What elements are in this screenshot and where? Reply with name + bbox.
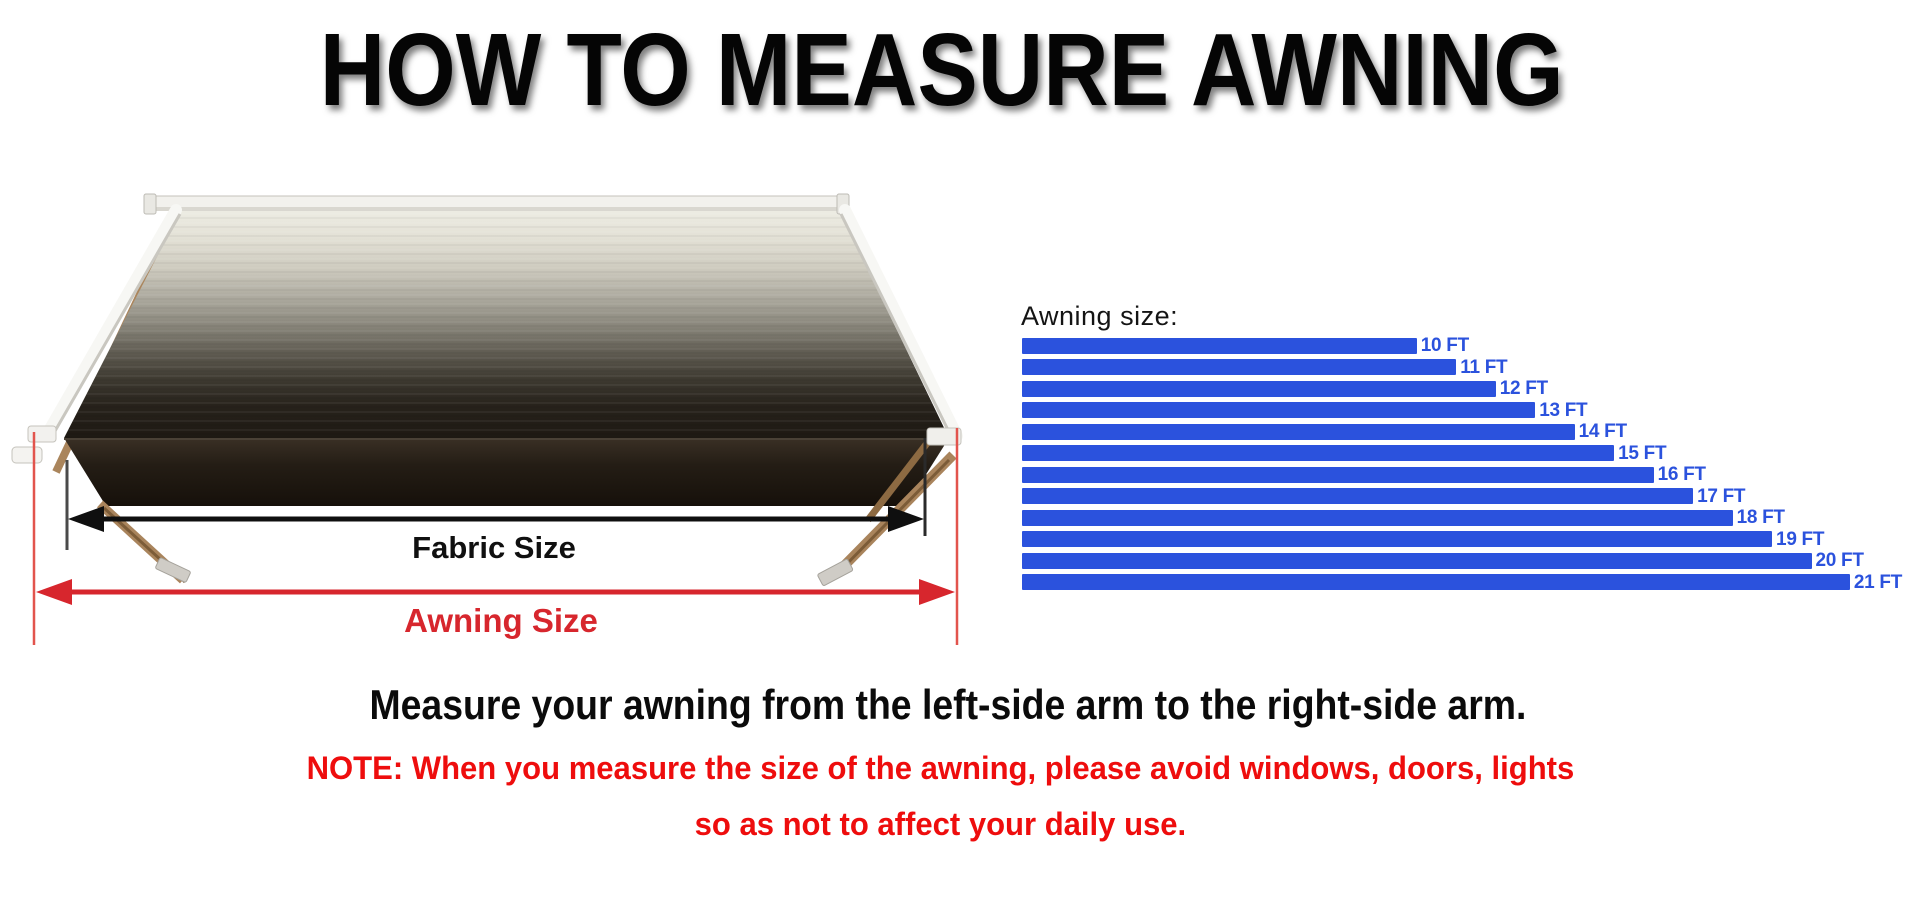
awning-size-chart	[1022, 335, 1902, 593]
awning-size-label: Awning Size	[404, 602, 598, 639]
awning-fabric-texture	[64, 210, 949, 438]
left-foot	[155, 557, 191, 582]
bar-value-label-13ft: 13 FT	[1539, 399, 1588, 421]
bar-19ft	[1022, 531, 1772, 547]
left-arm-bracket	[28, 426, 56, 442]
awning-arrowhead-right	[919, 579, 955, 605]
note-line-2: so as not to affect your daily use.	[694, 806, 1186, 842]
page-title: HOW TO MEASURE AWNING	[320, 12, 1564, 127]
bar-value-label-12ft: 12 FT	[1499, 378, 1548, 400]
bar-value-label-16ft: 16 FT	[1657, 464, 1706, 486]
measure-instruction-wrap	[0, 681, 1908, 729]
bar-row-21ft	[1022, 572, 1902, 594]
bar-row-20ft	[1022, 550, 1902, 572]
bar-row-19ft	[1022, 529, 1902, 551]
bar-16ft	[1022, 467, 1654, 483]
bar-value-label-21ft: 21 FT	[1853, 571, 1902, 593]
bar-row-15ft	[1022, 443, 1902, 465]
top-rail-shadow	[149, 207, 844, 211]
bar-11ft	[1022, 359, 1456, 375]
bar-row-10ft	[1022, 335, 1902, 357]
awning-front-face	[64, 438, 949, 506]
fabric-size-label: Fabric Size	[412, 530, 576, 565]
bar-row-18ft	[1022, 507, 1902, 529]
bar-13ft	[1022, 402, 1535, 418]
bar-value-label-11ft: 11 FT	[1460, 356, 1508, 378]
awning-photo	[0, 140, 1000, 700]
note-line-2-wrap	[0, 806, 1900, 843]
bar-value-label-19ft: 19 FT	[1776, 528, 1825, 550]
bar-21ft	[1022, 574, 1850, 590]
bar-20ft	[1022, 553, 1812, 569]
bar-12ft	[1022, 381, 1496, 397]
note-line-1: NOTE: When you measure the size of the awning, please avoid windows, doors, lights	[306, 750, 1574, 786]
bar-row-14ft	[1022, 421, 1902, 443]
page-title-wrap	[0, 12, 1902, 127]
bar-17ft	[1022, 488, 1693, 504]
fabric-arrowhead-left	[68, 506, 104, 532]
top-rail-left-cap	[144, 194, 156, 214]
bar-value-label-10ft: 10 FT	[1420, 335, 1469, 357]
bar-value-label-20ft: 20 FT	[1815, 550, 1864, 572]
left-end-cap	[12, 447, 42, 463]
bar-row-13ft	[1022, 400, 1902, 422]
chart-title: Awning size:	[1021, 301, 1179, 331]
measure-instruction: Measure your awning from the left-side arm to the right-side arm.	[369, 681, 1527, 728]
bar-row-12ft	[1022, 378, 1902, 400]
bar-14ft	[1022, 424, 1575, 440]
bar-10ft	[1022, 338, 1417, 354]
bar-row-11ft	[1022, 357, 1902, 379]
awning-arrowhead-left	[36, 579, 72, 605]
right-foot	[817, 559, 853, 586]
bar-value-label-18ft: 18 FT	[1736, 507, 1785, 529]
bar-18ft	[1022, 510, 1733, 526]
bar-row-17ft	[1022, 486, 1902, 508]
bar-row-16ft	[1022, 464, 1902, 486]
bar-value-label-14ft: 14 FT	[1578, 421, 1627, 443]
note-line-1-wrap	[0, 750, 1900, 787]
bar-value-label-15ft: 15 FT	[1618, 442, 1667, 464]
bar-value-label-17ft: 17 FT	[1697, 485, 1746, 507]
bar-15ft	[1022, 445, 1614, 461]
